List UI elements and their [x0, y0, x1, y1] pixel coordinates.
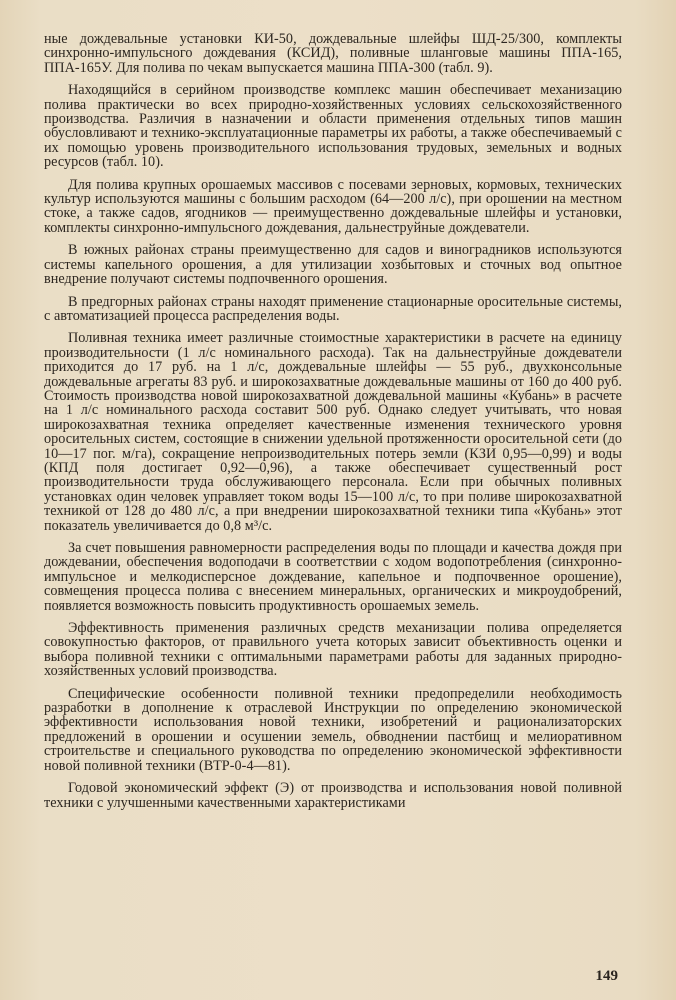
- paragraph: Специфические особенности поливной техники предопределили необходимость разработки в дополнение к отраслевой Инструкции по определению экономической эффективности использования новой техники, изобретений и рационализаторских предложений в орошении и осушении земель, обводнении пастбищ и мелиоративном строительстве и специального руководства по определению экономической эффективности новой поливной техники (ВТР-0-4—81).: [44, 685, 622, 774]
- paragraph: За счет повышения равномерности распределения воды по площади и качества дождя при дождевании, обеспечения водоподачи в соответствии с ходом водопотребления (синхронно-импульсное и мелкодисперсное дождевание, капельное и подпочвенное орошение), совмещения процесса полива с внесением минеральных, органических и микроудобрений, появляется возможность повысить продуктивность орошаемых земель.: [44, 540, 622, 614]
- paragraph: Годовой экономический эффект (Э) от производства и использования новой поливной техники с улучшенными качественными характеристиками: [44, 780, 622, 811]
- body-text: [44, 32, 622, 818]
- paragraph-continuation: ные дождевальные установки КИ-50, дождевальные шлейфы ШД-25/300, комплекты синхронно-импульсного дождевания (КСИД), поливные шланговые машины ППА-165, ППА-165У. Для полива по чекам выпускается машина ППА-300 (табл. 9).: [44, 31, 622, 76]
- paragraph: Для полива крупных орошаемых массивов с посевами зерновых, кормовых, технических культур используются машины с большим расходом (64—200 л/с), при орошении на местном стоке, а также садов, ягодников — преимущественно дождевальные шлейфы и установки, комплекты синхронно-импульсного дождевания, дальнеструйные дождеватели.: [44, 176, 622, 236]
- paragraph: Находящийся в серийном производстве комплекс машин обеспечивает механизацию полива практически во всех природно-хозяйственных условиях сельскохозяйственного производства. Различия в назначении и области применения отдельных типов машин обусловливают и технико-эксплуатационные параметры их работы, а также обеспечиваемый с их помощью уровень производительного использования трудовых, земельных и водных ресурсов (табл. 10).: [44, 82, 622, 171]
- paragraph: Поливная техника имеет различные стоимостные характеристики в расчете на единицу производительности (1 л/с номинального расхода). Так на дальнеструйные дождеватели приходится до 17 руб. на 1 л/с, дождевальные шлейфы — 55 руб., двухконсольные дождевальные агрегаты 83 руб. и широкозахватные дождевальные машины от 160 до 400 руб. Стоимость производства новой широкозахватной дождевальной машины «Кубань» в расчете на 1 л/с номинального расхода составит 500 руб. Однако следует учитывать, что новая широкозахватная техника определяет качественные изменения технического уровня оросительных систем, состоящие в снижении удельной протяженности оросительной сети (до 10—17 пог. м/га), сокращение непроизводительных потерь земли (КЗИ 0,95—0,99) и воды (КПД поля достигает 0,92—0,96), а также обеспечивает существенный рост производительности труда обслуживающего персонала. Если при обычных поливных установках один человек управляет током воды 15—100 л/с, то при поливе широкозахватной техникой от 128 до 480 л/с, а при внедрении широкозахватной техники типа «Кубань» этот показатель увеличивается до 0,8 м³/с.: [44, 330, 622, 534]
- paragraph: В предгорных районах страны находят применение стационарные оросительные системы, с автоматизацией процесса распределения воды.: [44, 293, 622, 324]
- paragraph: В южных районах страны преимущественно для садов и виноградников используются системы капельного орошения, а для утилизации хозбытовых и сточных вод опытное внедрение получают системы подпочвенного орошения.: [44, 242, 622, 288]
- page-number: 149: [595, 968, 618, 984]
- paragraph: Эффективность применения различных средств механизации полива определяется совокупностью факторов, от правильного учета которых зависит объективность оценки и выбора поливной техники с оптимальными параметрами работы для заданных природно-хозяйственных условий производства.: [44, 620, 622, 680]
